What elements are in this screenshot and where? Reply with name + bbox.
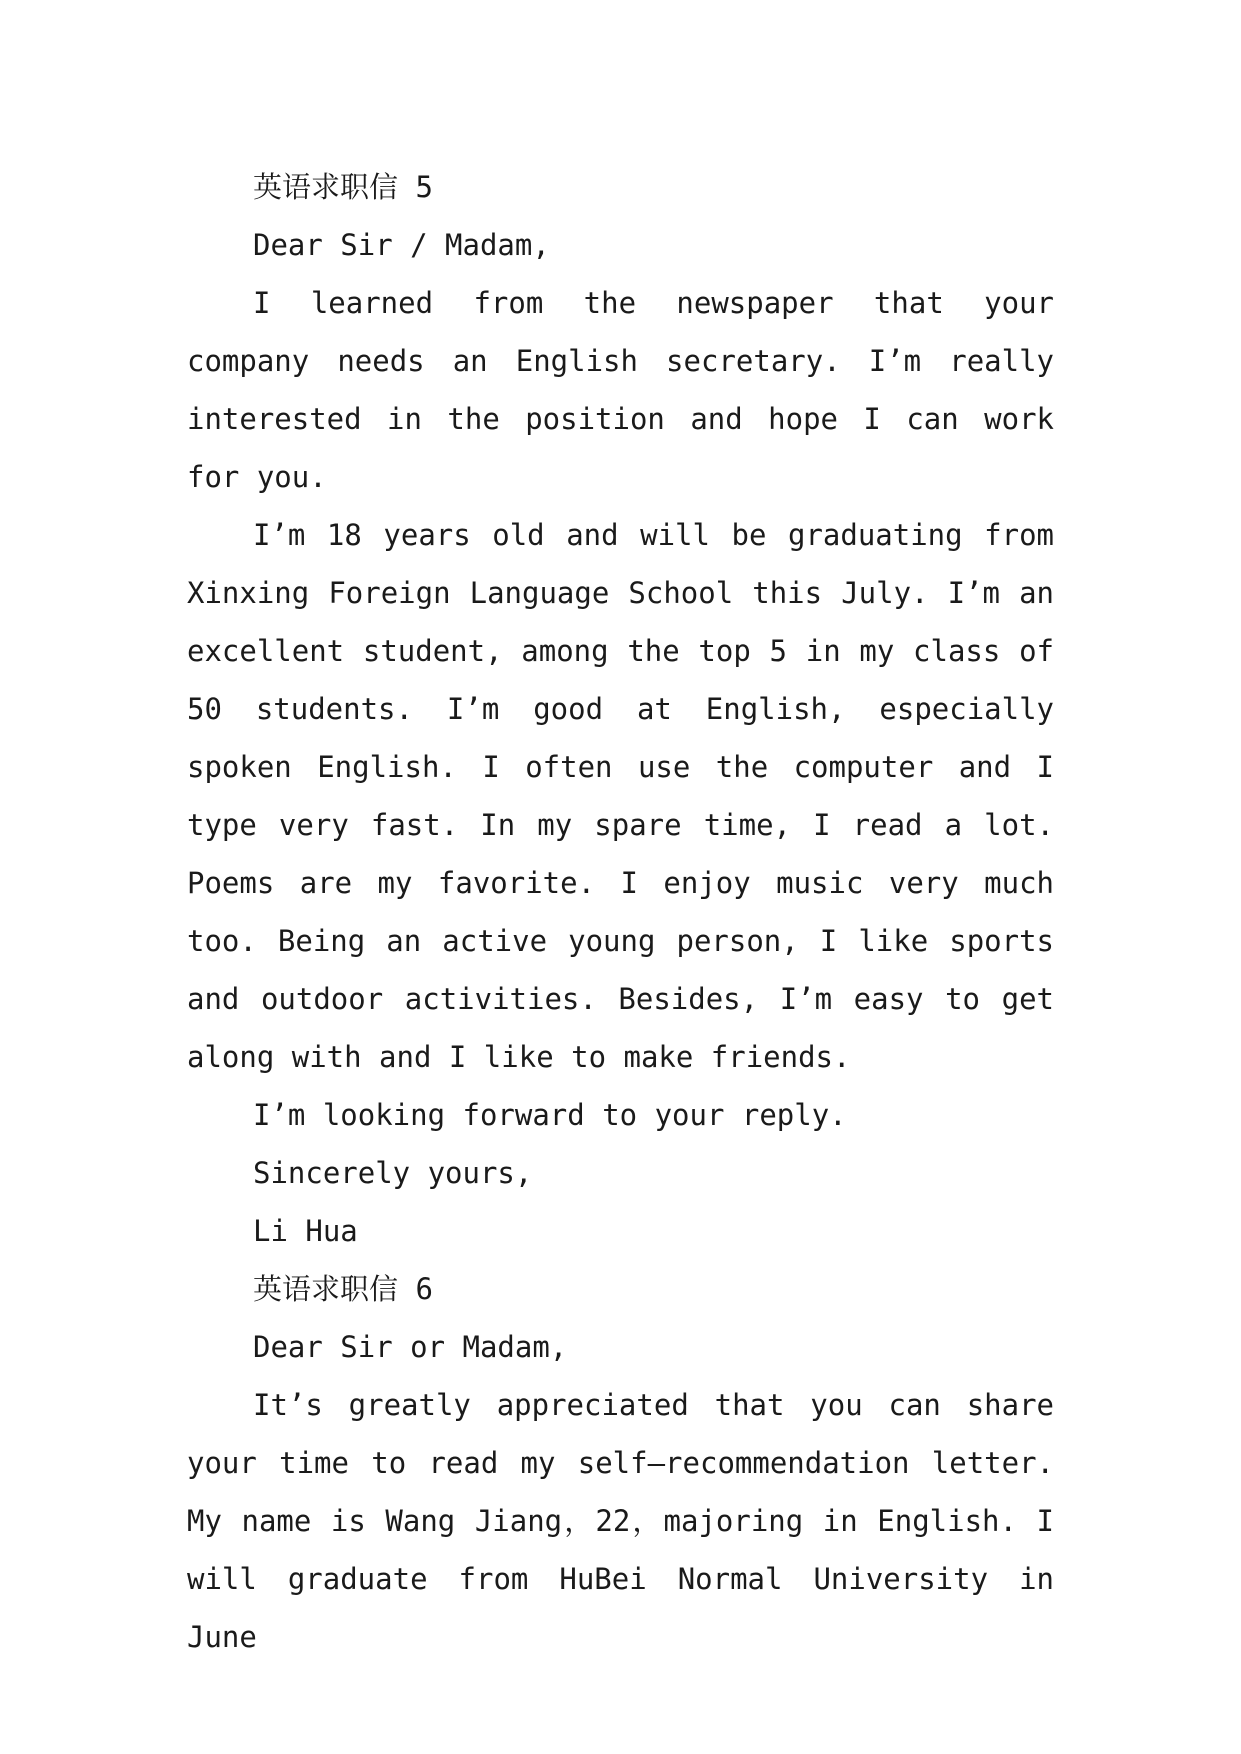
letter6-paragraph-1: It’s greatly appreciated that you can share your time to read my self—recommendation letter. My name is Wang Jiang，22，majoring in English. I will graduate from HuBei Normal University in June xyxy=(187,1388,1072,1654)
letter6-heading: 英语求职信 6 xyxy=(253,1272,433,1306)
letter5-paragraph-2: I’m 18 years old and will be graduating from Xinxing Foreign Language School this July. I’m an excellent student, among the top 5 in my class of 50 students. I’m good at English, especially spoken English. I often use the computer and I type very fast. In my spare time, I read a lot. Poems are my favorite. I enjoy music very much too. Being an active young person, I like sports and outdoor activities. Besides, I’m easy to get along with and I like to make friends. xyxy=(187,518,1072,1074)
letter5-sign-off: Sincerely yours, xyxy=(253,1156,533,1190)
letter5-salutation: Dear Sir / Madam, xyxy=(253,228,550,262)
letter5-paragraph-1: I learned from the newspaper that your company needs an English secretary. I’m really interested in the position and hope I can work for you. xyxy=(187,286,1072,494)
letter5-heading: 英语求职信 5 xyxy=(253,170,433,204)
letter5-signature: Li Hua xyxy=(253,1214,358,1248)
letter6-salutation: Dear Sir or Madam, xyxy=(253,1330,568,1364)
letter5-closing-line: I’m looking forward to your reply. xyxy=(253,1098,847,1132)
